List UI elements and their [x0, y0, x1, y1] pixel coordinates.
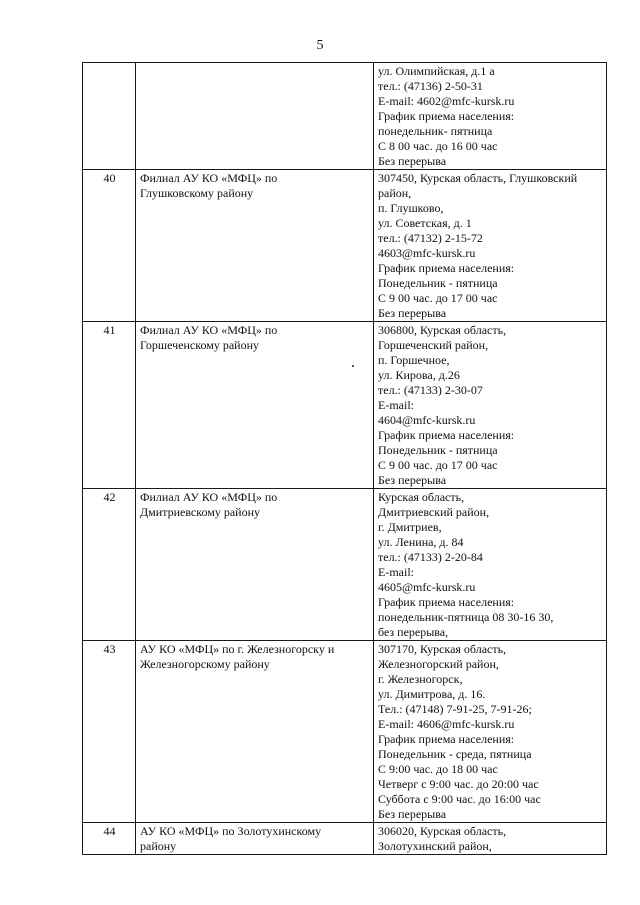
contact-line: Без перерыва: [378, 306, 447, 320]
contact-line: 4604@mfc-kursk.ru: [378, 413, 476, 427]
office-name-cell: [136, 823, 374, 855]
contact-line: Железногорский район,: [378, 657, 499, 671]
contact-line: понедельник- пятница: [378, 124, 493, 138]
office-name-line: Филиал АУ КО «МФЦ» по: [140, 171, 278, 185]
contact-line: без перерыва,: [378, 625, 449, 639]
contact-line: Суббота с 9:00 час. до 16:00 час: [378, 792, 541, 806]
row-number-cell: 44: [83, 823, 136, 855]
contact-line: График приема населения:: [378, 732, 515, 746]
office-name-line: АУ КО «МФЦ» по Золотухинскому: [140, 824, 322, 838]
table-row: [83, 170, 607, 322]
contact-line: Без перерыва: [378, 473, 447, 487]
contact-line: район,: [378, 186, 412, 200]
office-name-cell: [136, 170, 374, 322]
contact-line: 4605@mfc-kursk.ru: [378, 580, 476, 594]
contact-line: 306020, Курская область,: [378, 824, 507, 838]
contact-line: понедельник-пятница 08 30-16 30,: [378, 610, 554, 624]
office-contact-cell: [374, 641, 607, 823]
office-name-line: Филиал АУ КО «МФЦ» по: [140, 323, 278, 337]
office-name-line: Глушковскому району: [140, 186, 254, 200]
contact-line: Без перерыва: [378, 807, 447, 821]
contact-line: С 9 00 час. до 17 00 час: [378, 291, 498, 305]
office-contact-cell: [374, 823, 607, 855]
contact-line: тел.: (47133) 2-20-84: [378, 550, 483, 564]
row-number-cell: 41: [83, 322, 136, 489]
scan-speck: [352, 365, 354, 367]
contact-line: График приема населения:: [378, 261, 515, 275]
contact-line: ул. Ленина, д. 84: [378, 535, 464, 549]
office-contact-cell: [374, 489, 607, 641]
office-contact-cell: [374, 170, 607, 322]
contact-line: тел.: (47132) 2-15-72: [378, 231, 483, 245]
contact-line: Горшеченский район,: [378, 338, 489, 352]
contact-line: Понедельник - пятница: [378, 276, 498, 290]
contact-line: г. Железногорск,: [378, 672, 463, 686]
contact-line: Тел.: (47148) 7-91-25, 7-91-26;: [378, 702, 532, 716]
table-row: [83, 63, 607, 170]
mfc-offices-table: [82, 62, 607, 855]
contact-line: Понедельник - среда, пятница: [378, 747, 532, 761]
contact-line: E-mail:: [378, 565, 414, 579]
contact-line: E-mail:: [378, 398, 414, 412]
contact-line: Понедельник - пятница: [378, 443, 498, 457]
office-name-cell: [136, 489, 374, 641]
table-row: [83, 489, 607, 641]
contact-line: тел.: (47133) 2-30-07: [378, 383, 483, 397]
contact-line: ул. Кирова, д.26: [378, 368, 460, 382]
contact-line: Четверг с 9:00 час. до 20:00 час: [378, 777, 539, 791]
contact-line: Золотухинский район,: [378, 839, 492, 853]
office-name-line: району: [140, 839, 177, 853]
office-name-line: Дмитриевскому району: [140, 505, 261, 519]
office-name-line: АУ КО «МФЦ» по г. Железногорску и: [140, 642, 335, 656]
contact-line: С 9 00 час. до 17 00 час: [378, 458, 498, 472]
table-body: [83, 63, 607, 855]
row-number-cell: 40: [83, 170, 136, 322]
contact-line: С 8 00 час. до 16 00 час: [378, 139, 498, 153]
contact-line: 306800, Курская область,: [378, 323, 507, 337]
office-name-cell: [136, 641, 374, 823]
office-contact-cell: [374, 63, 607, 170]
contact-line: E-mail: 4602@mfc-kursk.ru: [378, 94, 515, 108]
contact-line: п. Горшечное,: [378, 353, 450, 367]
contact-line: График приема населения:: [378, 109, 515, 123]
office-name-line: Филиал АУ КО «МФЦ» по: [140, 490, 278, 504]
contact-line: ул. Советская, д. 1: [378, 216, 472, 230]
table-row: [83, 641, 607, 823]
contact-line: График приема населения:: [378, 428, 515, 442]
contact-line: E-mail: 4606@mfc-kursk.ru: [378, 717, 515, 731]
page-number: 5: [316, 38, 324, 53]
table-row: [83, 823, 607, 855]
contact-line: Без перерыва: [378, 154, 447, 168]
contact-line: 4603@mfc-kursk.ru: [378, 246, 476, 260]
contact-line: ул. Димитрова, д. 16.: [378, 687, 486, 701]
contact-line: 307170, Курская область,: [378, 642, 507, 656]
row-number-cell: 42: [83, 489, 136, 641]
office-name-cell: [136, 322, 374, 489]
contact-line: С 9:00 час. до 18 00 час: [378, 762, 498, 776]
contact-line: тел.: (47136) 2-50-31: [378, 79, 483, 93]
row-number-cell: [83, 63, 136, 170]
contact-line: г. Дмитриев,: [378, 520, 442, 534]
row-number-cell: 43: [83, 641, 136, 823]
office-name-line: Железногорскому району: [140, 657, 270, 671]
office-name-line: Горшеченскому району: [140, 338, 260, 352]
office-name-cell: [136, 63, 374, 170]
office-contact-cell: [374, 322, 607, 489]
contact-line: Курская область,: [378, 490, 465, 504]
contact-line: ул. Олимпийская, д.1 а: [378, 64, 495, 78]
contact-line: Дмитриевский район,: [378, 505, 490, 519]
table-row: [83, 322, 607, 489]
contact-line: п. Глушково,: [378, 201, 444, 215]
contact-line: График приема населения:: [378, 595, 515, 609]
contact-line: 307450, Курская область, Глушковский: [378, 171, 578, 185]
